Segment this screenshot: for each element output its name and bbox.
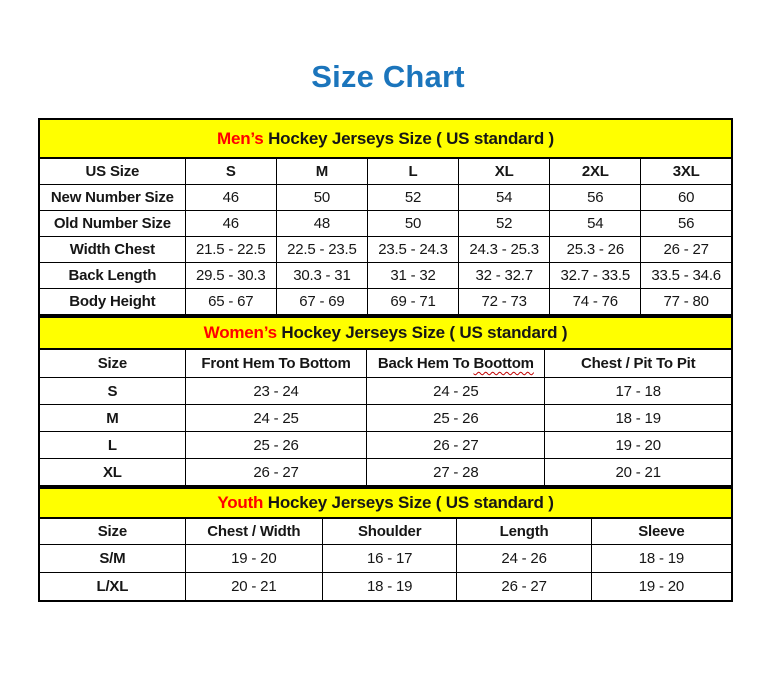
row-label: XL: [39, 459, 185, 487]
column-header-s: S: [185, 158, 276, 185]
table-row-old-number-size: [39, 211, 732, 237]
value-cell: 23.5 - 24.3: [367, 237, 458, 263]
value-cell: 72 - 73: [459, 289, 550, 316]
value-cell: 25 - 26: [367, 405, 545, 432]
table-row-body-height: [39, 289, 732, 316]
value-cell: 24.3 - 25.3: [459, 237, 550, 263]
value-cell: 56: [641, 211, 732, 237]
column-header-size: Size: [39, 518, 185, 545]
value-cell: 24 - 25: [185, 405, 367, 432]
column-header-length: Length: [457, 518, 591, 545]
youth-size-table-banner: Youth Hockey Jerseys Size ( US standard ): [39, 488, 732, 518]
value-cell: 65 - 67: [185, 289, 276, 316]
value-cell: 26 - 27: [367, 432, 545, 459]
table-row-s-m: [39, 545, 732, 573]
size-tables-container: [38, 118, 733, 602]
row-label: New Number Size: [39, 185, 185, 211]
value-cell: 74 - 76: [550, 289, 641, 316]
value-cell: 20 - 21: [185, 573, 322, 602]
value-cell: 19 - 20: [545, 432, 732, 459]
table-row-new-number-size: [39, 185, 732, 211]
mens-size-table-banner: Men’s Hockey Jerseys Size ( US standard ): [39, 119, 732, 158]
value-cell: 20 - 21: [545, 459, 732, 487]
banner-highlight: Men’s: [217, 128, 264, 148]
column-header-front-hem-to-bottom: Front Hem To Bottom: [185, 349, 367, 378]
value-cell: 56: [550, 185, 641, 211]
value-cell: 69 - 71: [367, 289, 458, 316]
banner-highlight: Women’s: [203, 323, 277, 342]
value-cell: 50: [367, 211, 458, 237]
column-header-sleeve: Sleeve: [591, 518, 732, 545]
column-header-l: L: [367, 158, 458, 185]
value-cell: 60: [641, 185, 732, 211]
value-cell: 17 - 18: [545, 378, 732, 405]
womens-size-table: [38, 316, 733, 487]
table-row-m: [39, 405, 732, 432]
value-cell: 23 - 24: [185, 378, 367, 405]
value-cell: 67 - 69: [276, 289, 367, 316]
value-cell: 32 - 32.7: [459, 263, 550, 289]
row-label: Body Height: [39, 289, 185, 316]
value-cell: 19 - 20: [591, 573, 732, 602]
value-cell: 33.5 - 34.6: [641, 263, 732, 289]
value-cell: 54: [550, 211, 641, 237]
page-title: Size Chart: [311, 59, 465, 94]
value-cell: 52: [367, 185, 458, 211]
value-cell: 18 - 19: [591, 545, 732, 573]
table-row-s: [39, 378, 732, 405]
column-header-us-size: US Size: [39, 158, 185, 185]
value-cell: 26 - 27: [185, 459, 367, 487]
youth-size-table: [38, 487, 733, 602]
value-cell: 48: [276, 211, 367, 237]
value-cell: 25.3 - 26: [550, 237, 641, 263]
column-header-3xl: 3XL: [641, 158, 732, 185]
column-header-chest-width: Chest / Width: [185, 518, 322, 545]
column-header-size: Size: [39, 349, 185, 378]
value-cell: 26 - 27: [641, 237, 732, 263]
value-cell: 46: [185, 185, 276, 211]
value-cell: 25 - 26: [185, 432, 367, 459]
value-cell: 22.5 - 23.5: [276, 237, 367, 263]
column-header-chest-pit-to-pit: Chest / Pit To Pit: [545, 349, 732, 378]
table-row-xl: [39, 459, 732, 487]
column-header-back-hem-to-boottom: Back Hem To Boottom: [367, 349, 545, 378]
value-cell: 18 - 19: [322, 573, 456, 602]
row-label: L/XL: [39, 573, 185, 602]
value-cell: 19 - 20: [185, 545, 322, 573]
value-cell: 29.5 - 30.3: [185, 263, 276, 289]
row-label: L: [39, 432, 185, 459]
table-row-l-xl: [39, 573, 732, 602]
row-label: M: [39, 405, 185, 432]
row-label: S: [39, 378, 185, 405]
value-cell: 31 - 32: [367, 263, 458, 289]
value-cell: 24 - 26: [457, 545, 591, 573]
table-row-width-chest: [39, 237, 732, 263]
value-cell: 21.5 - 22.5: [185, 237, 276, 263]
value-cell: 32.7 - 33.5: [550, 263, 641, 289]
value-cell: 24 - 25: [367, 378, 545, 405]
column-header-m: M: [276, 158, 367, 185]
value-cell: 26 - 27: [457, 573, 591, 602]
banner-highlight: Youth: [217, 493, 264, 512]
value-cell: 18 - 19: [545, 405, 732, 432]
column-header-xl: XL: [459, 158, 550, 185]
value-cell: 16 - 17: [322, 545, 456, 573]
row-label: Old Number Size: [39, 211, 185, 237]
column-header-2xl: 2XL: [550, 158, 641, 185]
value-cell: 50: [276, 185, 367, 211]
table-row-back-length: [39, 263, 732, 289]
table-row-l: [39, 432, 732, 459]
row-label: Back Length: [39, 263, 185, 289]
value-cell: 46: [185, 211, 276, 237]
womens-size-table-banner: Women’s Hockey Jerseys Size ( US standard ): [39, 317, 732, 349]
row-label: Width Chest: [39, 237, 185, 263]
value-cell: 54: [459, 185, 550, 211]
value-cell: 77 - 80: [641, 289, 732, 316]
value-cell: 27 - 28: [367, 459, 545, 487]
row-label: S/M: [39, 545, 185, 573]
value-cell: 30.3 - 31: [276, 263, 367, 289]
column-header-shoulder: Shoulder: [322, 518, 456, 545]
value-cell: 52: [459, 211, 550, 237]
misspelled-word: Boottom: [473, 355, 534, 372]
mens-size-table: [38, 118, 733, 316]
